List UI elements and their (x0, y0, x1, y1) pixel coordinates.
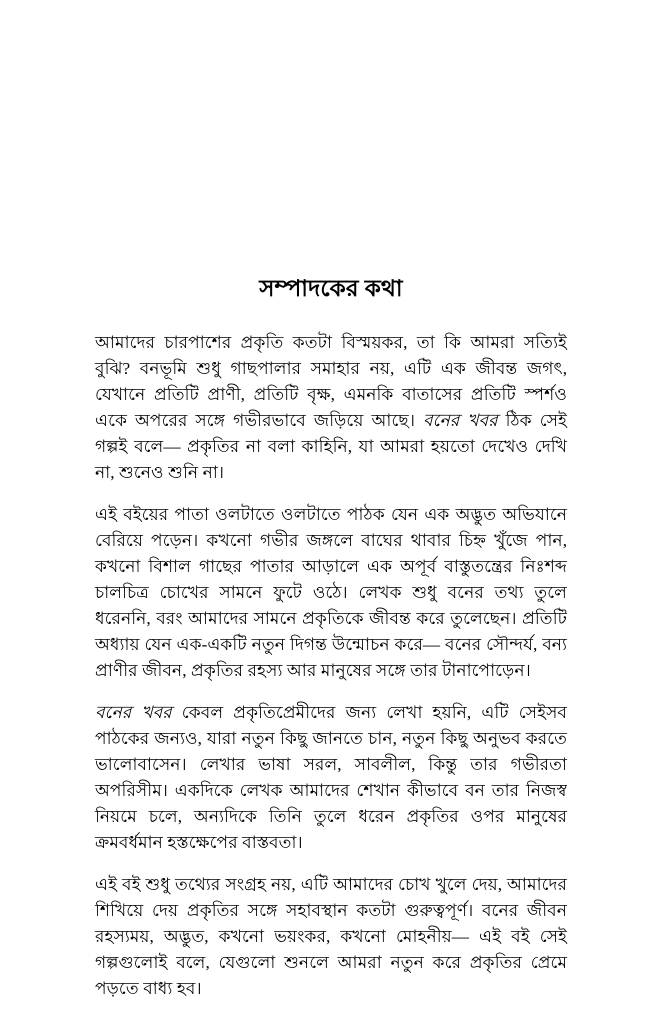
paragraph-text: আমাদের চারপাশের প্রকৃতি কতটা বিস্ময়কর, তা কি আমরা সত্যিই বুঝি? বনভূমি শুধু গাছপালার সমাহার নয়, এটি এক জীবন্ত জগৎ, যেখানে প্রতিটি প্রাণী, প্রতিটি বৃক্ষ, এমনকি বাতাসের প্রতিটি স্পর্শও একে অপরের সঙ্গে গভীরভাবে জড়িয়ে আছে। (95, 332, 567, 430)
paragraph (95, 330, 567, 486)
paragraph-text: এই বইয়ের পাতা ওলটাতে ওলটাতে পাঠক যেন এক অদ্ভুত অভিযানে বেরিয়ে পড়েন। কখনো গভীর জঙ্গলে বাঘের থাবার চিহ্ন খুঁজে পান, কখনো বিশাল গাছের পাতার আড়ালে এক অপূর্ব বাস্তুতন্ত্রের নিঃশব্দ চালচিত্র চোখের সামনে ফুটে ওঠে। লেখক শুধু বনের তথ্য তুলে ধরেননি, বরং আমাদের সামনে প্রকৃতিকে জীবন্ত করে তুলেছেন। প্রতিটি অধ্যায় যেন এক-একটি নতুন দিগন্ত উন্মোচন করে— বনের সৌন্দর্য, বন্য প্রাণীর জীবন, প্রকৃতির রহস্য আর মানুষের সঙ্গে তার টানাপোড়েন। (95, 504, 567, 680)
paragraph (95, 502, 567, 684)
page-content (95, 275, 567, 1002)
paragraph-text: ঠিক সেই গল্পই বলে— প্রকৃতির না বলা কাহিনি, যা আমরা হয়তো দেখেও দেখি না, শুনেও শুনি না। (95, 410, 567, 482)
paragraph-text: কেবল প্রকৃতিপ্রেমীদের জন্য লেখা হয়নি, এটি সেইসব পাঠকের জন্যও, যারা নতুন কিছু জানতে চান, নতুন কিছু অনুভব করতে ভালোবাসেন। লেখার ভাষা সরল, সাবলীল, কিন্তু তার গভীরতা অপরিসীম। একদিকে লেখক আমাদের শেখান কীভাবে বন তার নিজস্ব নিয়মে চলে, অন্যদিকে তিনি তুলে ধরেন প্রকৃতির ওপর মানুষের ক্রমবর্ধমান হস্তক্ষেপের বাস্তবতা। (95, 702, 567, 852)
paragraph-text: এই বই শুধু তথ্যের সংগ্রহ নয়, এটি আমাদের চোখ খুলে দেয়, আমাদের শিখিয়ে দেয় প্রকৃতির সঙ্গে সহাবস্থান কতটা গুরুত্বপূর্ণ। বনের জীবন রহস্যময়, অদ্ভুত, কখনো ভয়ংকর, কখনো মোহনীয়— এই বই সেই গল্পগুলোই বলে, যেগুলো শুনলে আমরা নতুন করে প্রকৃতির প্রেমে পড়তে বাধ্য হব। (95, 874, 567, 998)
chapter-title: সম্পাদকের কথা (259, 276, 403, 301)
book-title-reference: বনের খবর (95, 702, 172, 722)
body-text (95, 330, 567, 1002)
book-title-reference: বনের খবর (423, 410, 498, 430)
paragraph (95, 700, 567, 856)
paragraph (95, 872, 567, 1002)
